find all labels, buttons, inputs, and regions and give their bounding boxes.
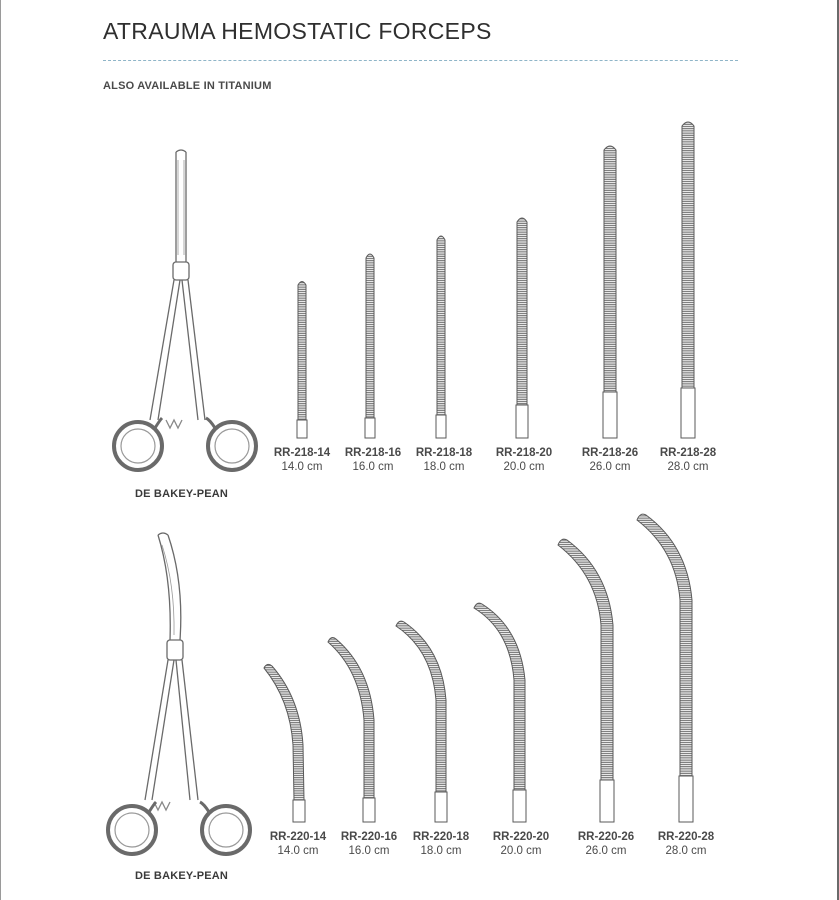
section1-caption: DE BAKEY-PEAN <box>135 488 229 500</box>
jaw-sample-rr-218-14 <box>297 282 307 439</box>
item-label <box>571 830 641 858</box>
item-size: 16.0 cm <box>348 845 390 857</box>
item-code: RR-220-18 <box>412 831 470 843</box>
jaw-sample-rr-218-16 <box>365 254 375 438</box>
jaw-sample-rr-220-28 <box>637 514 693 822</box>
jaw-sample-rr-218-18 <box>436 236 446 438</box>
item-size: 14.0 cm <box>281 461 323 473</box>
jaw-sample-rr-220-16 <box>328 638 375 822</box>
titanium-note: ALSO AVAILABLE IN TITANIUM <box>103 80 272 92</box>
item-size: 28.0 cm <box>665 845 707 857</box>
item-label <box>575 446 645 474</box>
item-label <box>334 830 404 858</box>
section2-caption: DE BAKEY-PEAN <box>135 870 229 882</box>
item-code: RR-220-28 <box>657 831 715 843</box>
item-code: RR-218-28 <box>659 447 717 459</box>
item-code: RR-218-18 <box>415 447 473 459</box>
item-label <box>406 830 476 858</box>
page-title: ATRAUMA HEMOSTATIC FORCEPS <box>103 18 492 44</box>
item-code: RR-220-14 <box>269 831 327 843</box>
item-size: 26.0 cm <box>585 845 627 857</box>
item-code: RR-218-20 <box>495 447 553 459</box>
jaw-sample-rr-218-26 <box>603 146 617 438</box>
item-size: 14.0 cm <box>277 845 319 857</box>
jaw-sample-rr-220-26 <box>558 539 614 822</box>
item-size: 20.0 cm <box>503 461 545 473</box>
curved-jaw-samples <box>264 514 693 822</box>
straight-jaw-samples <box>297 122 695 438</box>
item-label <box>486 830 556 858</box>
item-code: RR-218-16 <box>344 447 402 459</box>
item-size: 18.0 cm <box>420 845 462 857</box>
item-code: RR-220-20 <box>492 831 550 843</box>
item-label <box>409 446 479 474</box>
item-label <box>263 830 333 858</box>
item-size: 20.0 cm <box>500 845 542 857</box>
item-size: 28.0 cm <box>667 461 709 473</box>
item-label <box>651 830 721 858</box>
item-code: RR-220-16 <box>340 831 398 843</box>
jaw-sample-rr-220-18 <box>396 621 447 822</box>
item-label <box>653 446 723 474</box>
jaw-sample-rr-218-20 <box>516 218 528 438</box>
item-code: RR-218-26 <box>581 447 639 459</box>
jaw-sample-rr-220-20 <box>474 603 526 822</box>
item-label <box>489 446 559 474</box>
item-code: RR-220-26 <box>577 831 635 843</box>
item-size: 16.0 cm <box>352 461 394 473</box>
curved-forceps-illustration <box>108 533 250 854</box>
jaw-sample-rr-220-14 <box>264 664 305 822</box>
jaw-sample-rr-218-28 <box>681 122 695 438</box>
item-code: RR-218-14 <box>273 447 331 459</box>
item-size: 26.0 cm <box>589 461 631 473</box>
item-label <box>267 446 337 474</box>
straight-forceps-illustration <box>114 150 256 470</box>
item-size: 18.0 cm <box>423 461 465 473</box>
item-label <box>338 446 408 474</box>
